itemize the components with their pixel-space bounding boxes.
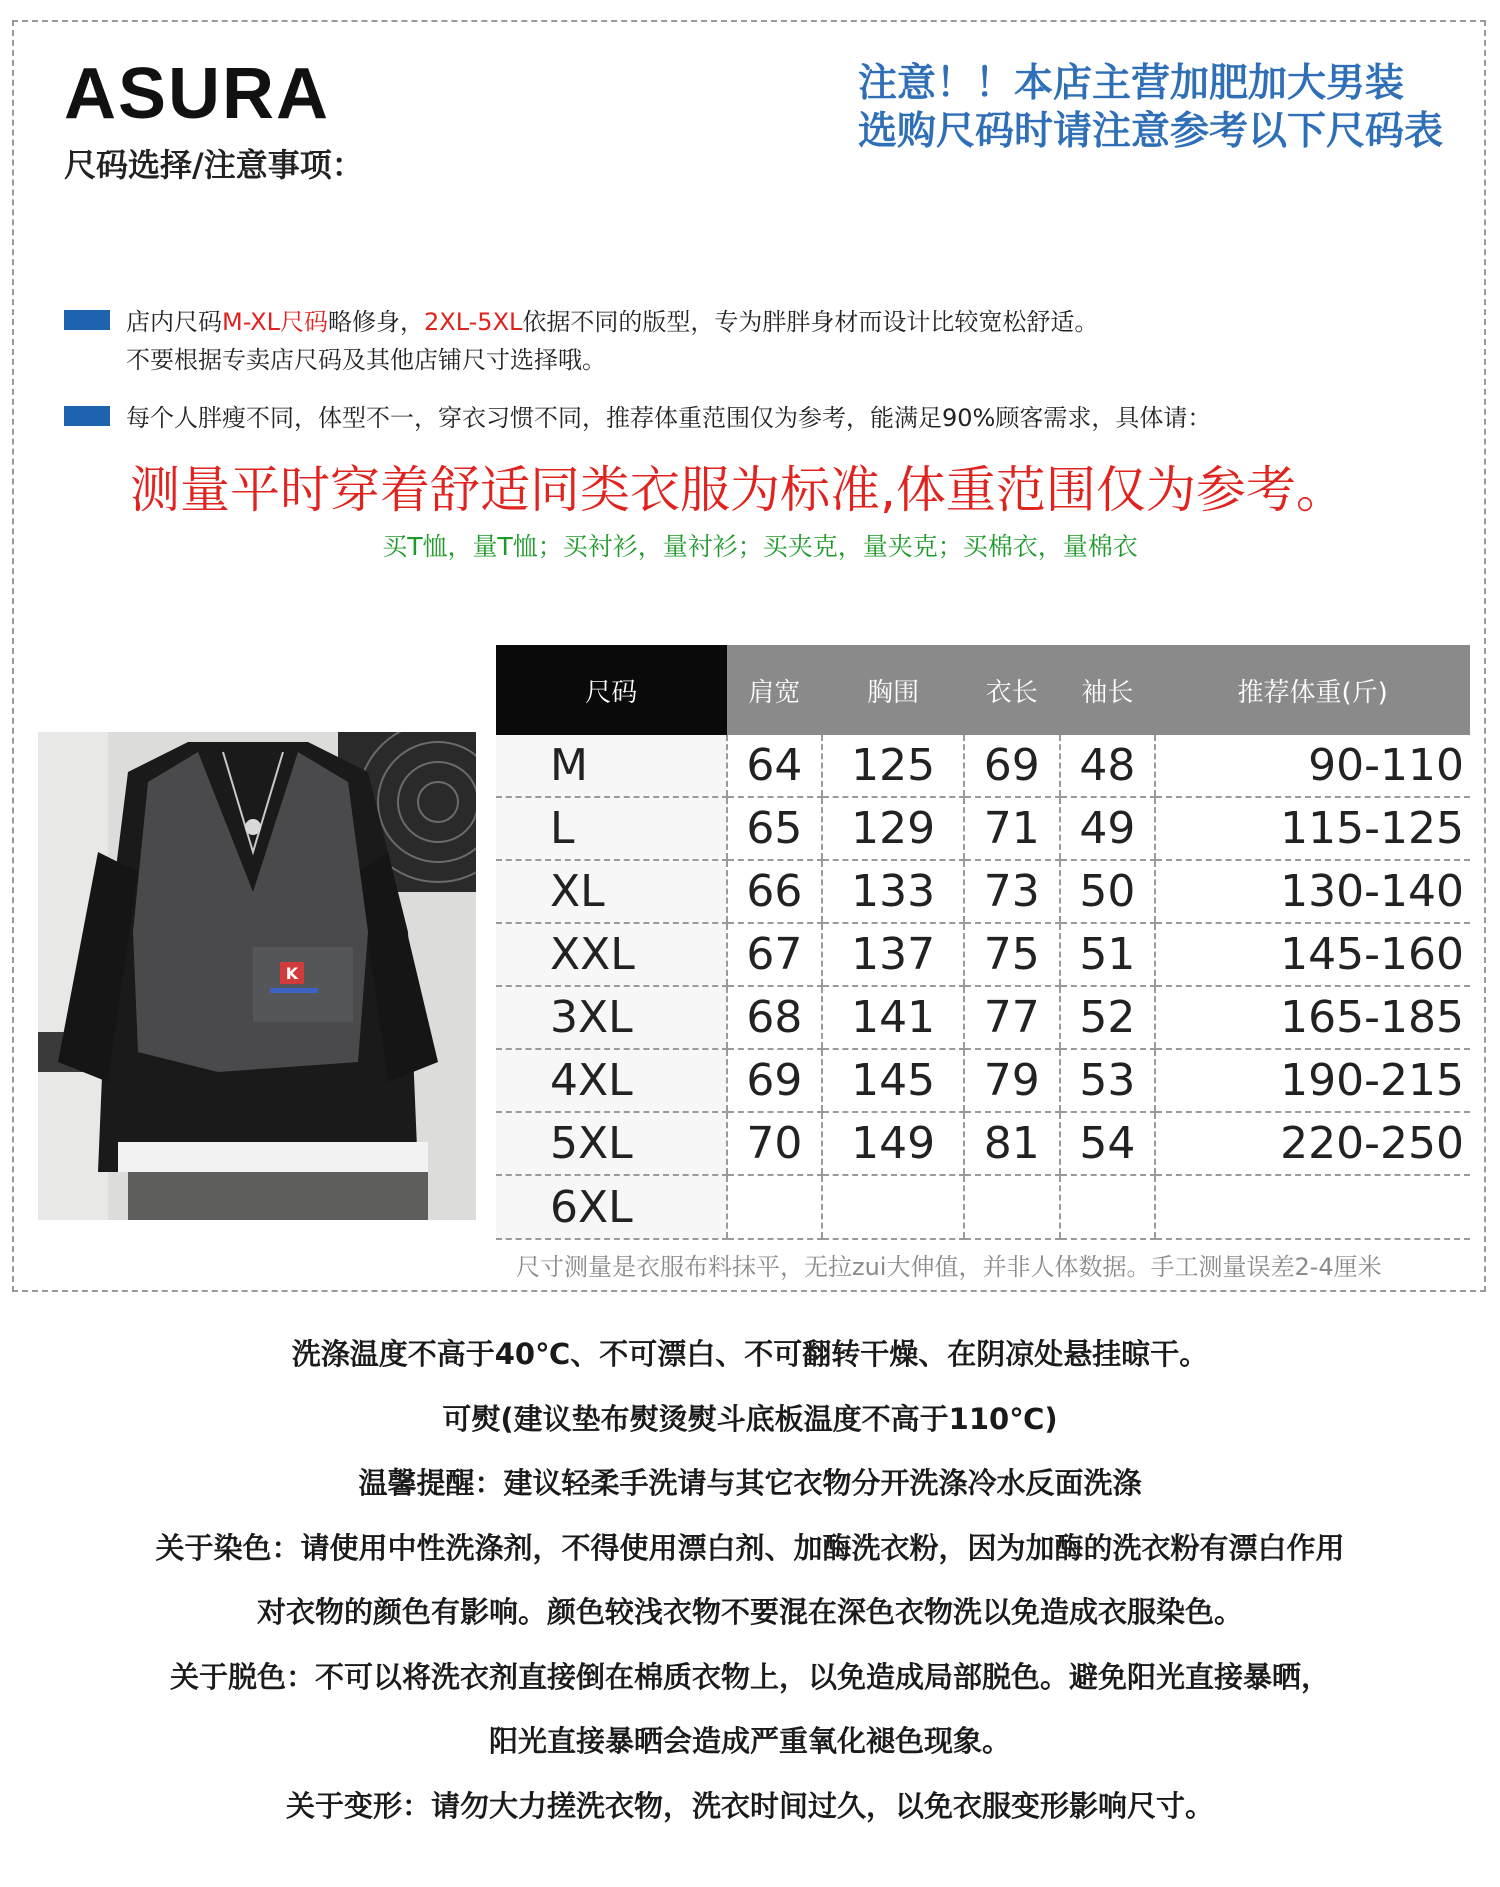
notice-banner xyxy=(858,60,1443,156)
section-subtitle: 尺码选择/注意事项： xyxy=(64,146,364,184)
care-line: 关于脱色：不可以将洗衣剂直接倒在棉质衣物上，以免造成局部脱色。避免阳光直接暴晒， xyxy=(169,1659,1330,1694)
length-cell: 73 xyxy=(964,860,1060,923)
size-note-1 xyxy=(64,303,1098,379)
header-size: 尺码 xyxy=(496,645,727,735)
size-cell: M xyxy=(496,735,727,797)
chest-cell: 141 xyxy=(822,986,964,1049)
measurement-tip: 买T恤，量T恤；买衬衫，量衬衫；买夹克，量夹克；买棉衣，量棉衣 xyxy=(382,532,1138,561)
shoulder-cell: 67 xyxy=(727,923,823,986)
table-row xyxy=(496,1112,1470,1175)
weight-cell: 115-125 xyxy=(1155,797,1470,860)
header-chest: 胸围 xyxy=(822,645,964,735)
shoulder-cell: 64 xyxy=(727,735,823,797)
header-shoulder: 肩宽 xyxy=(727,645,823,735)
length-cell: 81 xyxy=(964,1112,1060,1175)
care-line: 可熨(建议垫布熨烫熨斗底板温度不高于110℃) xyxy=(442,1401,1058,1436)
chest-cell: 125 xyxy=(822,735,964,797)
header-sleeve: 袖长 xyxy=(1060,645,1156,735)
size-note-2-text: 每个人胖瘦不同，体型不一，穿衣习惯不同，推荐体重范围仅为参考，能满足90%顾客需求，具体请： xyxy=(126,404,1212,432)
model-wearing-vest-image xyxy=(38,732,476,1220)
length-cell: 79 xyxy=(964,1049,1060,1112)
sleeve-cell xyxy=(1060,1175,1156,1239)
size-note-1-text xyxy=(126,303,1098,379)
table-row xyxy=(496,923,1470,986)
shoulder-cell: 70 xyxy=(727,1112,823,1175)
chest-cell: 129 xyxy=(822,797,964,860)
sleeve-cell: 50 xyxy=(1060,860,1156,923)
size-cell: 6XL xyxy=(496,1175,727,1239)
care-instructions xyxy=(0,1322,1500,1838)
size-cell: XXL xyxy=(496,923,727,986)
care-line: 关于变形：请勿大力搓洗衣物，洗衣时间过久，以免衣服变形影响尺寸。 xyxy=(285,1788,1214,1823)
shoulder-cell xyxy=(727,1175,823,1239)
weight-cell: 220-250 xyxy=(1155,1112,1470,1175)
care-line: 对衣物的颜色有影响。颜色较浅衣物不要混在深色衣物洗以免造成衣服染色。 xyxy=(256,1595,1243,1629)
size-cell: L xyxy=(496,797,727,860)
sleeve-cell: 52 xyxy=(1060,986,1156,1049)
note-highlight: M-XL尺码 xyxy=(222,308,328,336)
table-row xyxy=(496,860,1470,923)
product-photo xyxy=(38,732,476,1220)
length-cell xyxy=(964,1175,1060,1239)
chest-cell xyxy=(822,1175,964,1239)
size-chart-table xyxy=(496,645,1470,1240)
length-cell: 69 xyxy=(964,735,1060,797)
shoulder-cell: 65 xyxy=(727,797,823,860)
measurement-emphasis: 测量平时穿着舒适同类衣服为标准,体重范围仅为参考。 xyxy=(130,461,1346,519)
table-row xyxy=(496,1049,1470,1112)
shoulder-cell: 69 xyxy=(727,1049,823,1112)
header-length: 衣长 xyxy=(964,645,1060,735)
notice-line-1: 注意！！本店主营加肥加大男装 xyxy=(858,61,1405,106)
sleeve-cell: 54 xyxy=(1060,1112,1156,1175)
sleeve-cell: 53 xyxy=(1060,1049,1156,1112)
weight-cell: 90-110 xyxy=(1155,735,1470,797)
header-weight: 推荐体重(斤) xyxy=(1155,645,1470,735)
table-row xyxy=(496,735,1470,797)
weight-cell: 165-185 xyxy=(1155,986,1470,1049)
sleeve-cell: 51 xyxy=(1060,923,1156,986)
size-cell: 5XL xyxy=(496,1112,727,1175)
table-header-row xyxy=(496,645,1470,735)
length-cell: 71 xyxy=(964,797,1060,860)
care-line: 温馨提醒：建议轻柔手洗请与其它衣物分开洗涤冷水反面洗涤 xyxy=(358,1466,1142,1500)
bullet-marker xyxy=(64,406,110,426)
size-cell: XL xyxy=(496,860,727,923)
note-text: 依据不同的版型，专为胖胖身材而设计比较宽松舒适。 xyxy=(522,308,1099,336)
shoulder-cell: 68 xyxy=(727,986,823,1049)
weight-cell: 190-215 xyxy=(1155,1049,1470,1112)
table-row xyxy=(496,1175,1470,1239)
table-row xyxy=(496,986,1470,1049)
brand-logo: ASURA xyxy=(64,54,331,134)
length-cell: 77 xyxy=(964,986,1060,1049)
shoulder-cell: 66 xyxy=(727,860,823,923)
care-line: 洗涤温度不高于40℃、不可漂白、不可翻转干燥、在阴凉处悬挂晾干。 xyxy=(291,1337,1209,1371)
weight-cell xyxy=(1155,1175,1470,1239)
measurement-disclaimer: 尺寸测量是衣服布料抹平，无拉zui大伸值，并非人体数据。手工测量误差2-4厘米 xyxy=(516,1253,1382,1281)
chest-cell: 133 xyxy=(822,860,964,923)
care-line: 阳光直接暴晒会造成严重氧化褪色现象。 xyxy=(488,1724,1011,1758)
care-line: 关于染色：请使用中性洗涤剂，不得使用漂白剂、加酶洗衣粉，因为加酶的洗衣粉有漂白作用 xyxy=(155,1530,1345,1565)
sleeve-cell: 49 xyxy=(1060,797,1156,860)
bullet-marker xyxy=(64,310,110,330)
sleeve-cell: 48 xyxy=(1060,735,1156,797)
weight-cell: 145-160 xyxy=(1155,923,1470,986)
size-cell: 4XL xyxy=(496,1049,727,1112)
note-text-line-2: 不要根据专卖店尺码及其他店铺尺寸选择哦。 xyxy=(126,346,606,374)
note-highlight: 2XL-5XL xyxy=(423,308,523,336)
chest-cell: 137 xyxy=(822,923,964,986)
chest-cell: 149 xyxy=(822,1112,964,1175)
note-text: 略修身， xyxy=(327,308,424,336)
size-cell: 3XL xyxy=(496,986,727,1049)
notice-line-2: 选购尺码时请注意参考以下尺码表 xyxy=(858,109,1444,154)
chest-cell: 145 xyxy=(822,1049,964,1112)
weight-cell: 130-140 xyxy=(1155,860,1470,923)
table-row xyxy=(496,797,1470,860)
note-text: 店内尺码 xyxy=(126,308,222,336)
length-cell: 75 xyxy=(964,923,1060,986)
size-note-2 xyxy=(64,399,1211,437)
vest-logo-text: K xyxy=(285,964,299,983)
